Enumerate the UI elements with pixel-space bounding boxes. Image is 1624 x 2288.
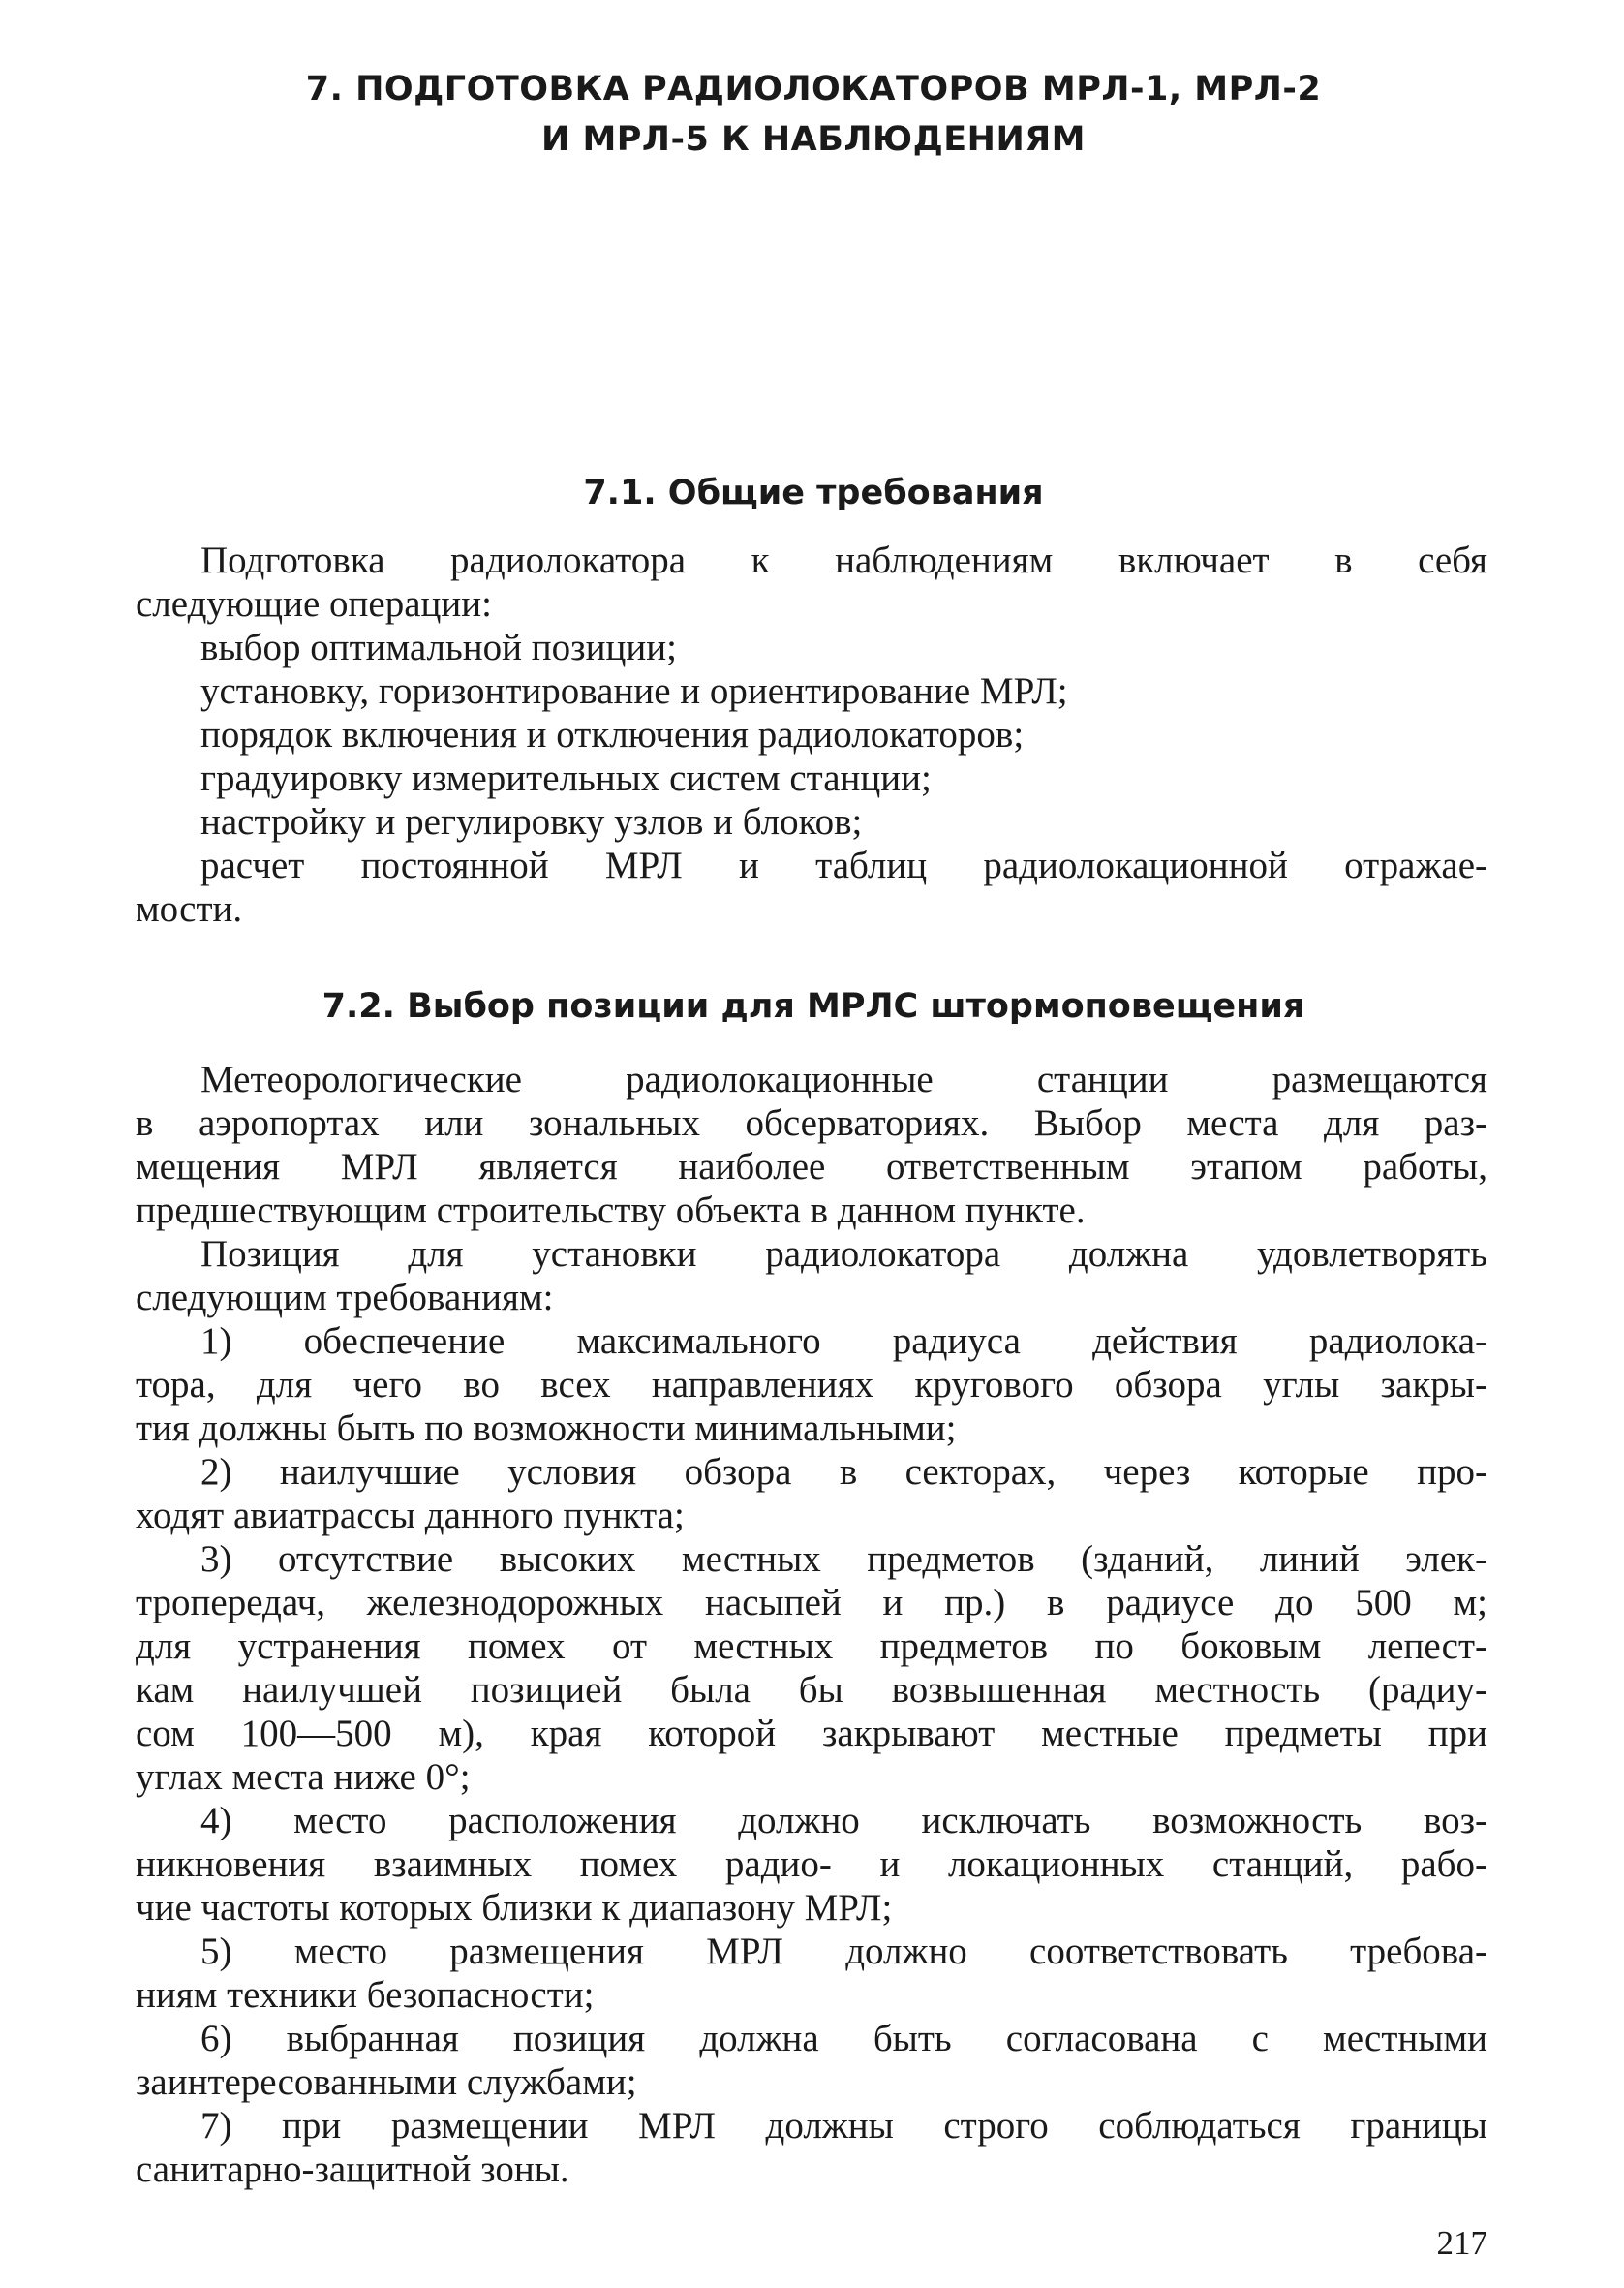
paragraph-line: ходят авиатрассы данного пункта; (136, 1495, 685, 1536)
list-item: градуировку измерительных систем станции; (200, 758, 932, 799)
paragraph-line: тия должны быть по возможности минимальными; (136, 1407, 957, 1449)
paragraph-line: мости. (136, 888, 243, 930)
list-item: 5) место размещения МРЛ должно соответствовать требова- (200, 1931, 1487, 1972)
list-item: 3) отсутствие высоких местных предметов (зданий, линий элек- (200, 1538, 1487, 1580)
chapter-title-line: И МРЛ-5 К НАБЛЮДЕНИЯМ (540, 120, 1087, 159)
paragraph-line: санитарно-защитной зоны. (136, 2149, 569, 2190)
list-item: 4) место расположения должно исключать возможность воз- (200, 1800, 1487, 1841)
paragraph-line: кам наилучшей позицией была бы возвышенная местность (радиу- (136, 1669, 1487, 1711)
list-item: настройку и регулировку узлов и блоков; (200, 801, 863, 843)
paragraph-line: предшествующим строительству объекта в данном пункте. (136, 1190, 1086, 1231)
chapter-title (136, 64, 1491, 165)
section-heading-position-selection: 7.2. Выбор позиции для МРЛС штормоповещения (322, 987, 1305, 1026)
paragraph-line: ниям техники безопасности; (136, 1974, 595, 2016)
list-item: 6) выбранная позиция должна быть согласована с местными (200, 2018, 1487, 2059)
paragraph-line: Подготовка радиолокатора к наблюдениям включает в себя (200, 540, 1487, 581)
section-heading-general-requirements: 7.1. Общие требования (583, 474, 1044, 512)
list-item: выбор оптимальной позиции; (200, 627, 677, 668)
paragraph-line: сом 100—500 м), края которой закрывают местные предметы при (136, 1713, 1487, 1754)
list-item: порядок включения и отключения радиолокаторов; (200, 714, 1025, 756)
paragraph-line: Метеорологические радиолокационные станции размещаются (200, 1059, 1487, 1100)
list-item: 2) наилучшие условия обзора в секторах, через которые про- (200, 1451, 1487, 1493)
paragraph-line: Позиция для установки радиолокатора должна удовлетворять (200, 1233, 1487, 1275)
paragraph-line: в аэропортах или зональных обсерваториях. Выбор места для раз- (136, 1102, 1487, 1144)
list-item: расчет постоянной МРЛ и таблиц радиолокационной отражае- (200, 845, 1487, 886)
list-item: 1) обеспечение максимального радиуса действия радиолока- (200, 1320, 1487, 1362)
chapter-title-line: 7. ПОДГОТОВКА РАДИОЛОКАТОРОВ МРЛ-1, МРЛ-2 (305, 70, 1322, 108)
list-item: 7) при размещении МРЛ должны строго соблюдаться границы (200, 2105, 1487, 2147)
paragraph-line: тропередач, железнодорожных насыпей и пр.) в радиусе до 500 м; (136, 1582, 1487, 1623)
section-position-selection-body (136, 1058, 1487, 2191)
page-number: 217 (1436, 2224, 1487, 2262)
paragraph-line: чие частоты которых близки к диапазону МРЛ; (136, 1887, 893, 1929)
paragraph-line: для устранения помех от местных предметов по боковым лепест- (136, 1625, 1487, 1667)
paragraph-line: заинтересованными службами; (136, 2061, 637, 2103)
paragraph-line: тора, для чего во всех направлениях кругового обзора углы закры- (136, 1364, 1487, 1406)
paragraph-line: следующим требованиям: (136, 1277, 554, 1318)
paragraph-line: мещения МРЛ является наиболее ответственным этапом работы, (136, 1146, 1487, 1188)
section-general-requirements-body (136, 539, 1487, 931)
list-item: установку, горизонтирование и ориентирование МРЛ; (200, 670, 1068, 712)
paragraph-line: следующие операции: (136, 583, 492, 625)
paragraph-line: никновения взаимных помех радио- и локационных станций, рабо- (136, 1843, 1487, 1885)
paragraph-line: углах места ниже 0°; (136, 1756, 471, 1798)
